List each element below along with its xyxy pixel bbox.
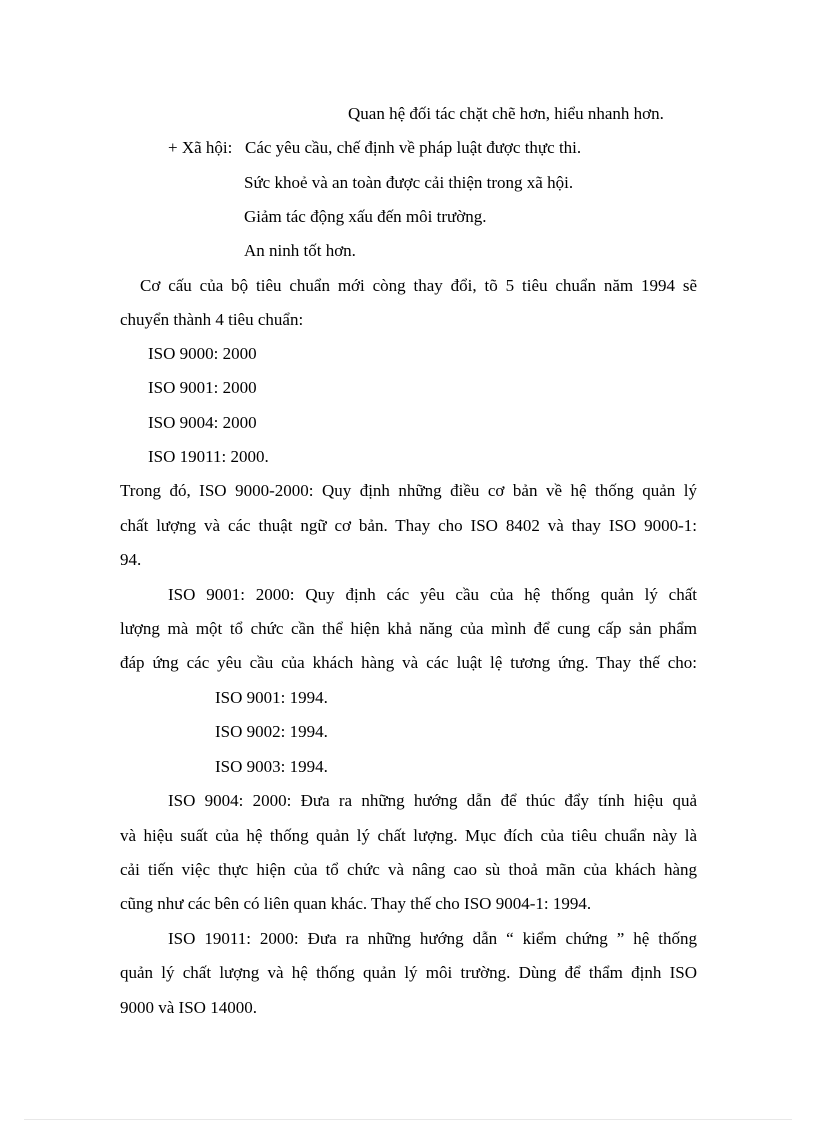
text-line: Sức khoẻ và an toàn được cải thiện trong xã hội.: [244, 173, 574, 192]
paragraph-line: và hiệu suất của hệ thống quản lý chất lượng. Mục đích của tiêu chuẩn này là: [120, 826, 697, 845]
paragraph-line: ISO 19011: 2000: Đưa ra những hướng dẫn “ kiểm chứng ” hệ thống: [168, 929, 697, 948]
paragraph-line: 9000 và ISO 14000.: [120, 998, 257, 1017]
list-item: ISO 9001: 2000: [148, 378, 257, 397]
text-line: Các yêu cầu, chế định về pháp luật được thực thi.: [245, 138, 582, 157]
list-item: ISO 9000: 2000: [148, 344, 257, 363]
paragraph-line: 94.: [120, 550, 142, 569]
list-item: ISO 9001: 1994.: [215, 688, 328, 707]
text-line: Giảm tác động xấu đến môi trường.: [244, 207, 487, 226]
paragraph-line: chất lượng và các thuật ngữ cơ bản. Thay cho ISO 8402 và thay ISO 9000-1:: [120, 516, 697, 535]
paragraph-line: cũng như các bên có liên quan khác. Thay thế cho ISO 9004-1: 1994.: [120, 894, 592, 913]
paragraph-line: ISO 9004: 2000: Đưa ra những hướng dẫn để thúc đẩy tính hiệu quả: [168, 791, 697, 810]
list-item: ISO 19011: 2000.: [148, 447, 269, 466]
paragraph-line: ISO 9001: 2000: Quy định các yêu cầu của hệ thống quản lý chất: [168, 585, 697, 604]
text-line: An ninh tốt hơn.: [244, 241, 356, 260]
paragraph-line: cải tiến việc thực hiện của tổ chức và nâng cao sù thoả mãn của khách hàng: [120, 860, 697, 879]
list-item: ISO 9003: 1994.: [215, 757, 328, 776]
list-item: ISO 9002: 1994.: [215, 722, 328, 741]
paragraph-line: quản lý chất lượng và hệ thống quản lý môi trường. Dùng để thẩm định ISO: [120, 963, 697, 982]
text-line: Quan hệ đối tác chặt chẽ hơn, hiểu nhanh hơn.: [348, 104, 664, 123]
paragraph-line: Trong đó, ISO 9000-2000: Quy định những điều cơ bản về hệ thống quản lý: [120, 481, 697, 500]
list-label: + Xã hội:: [168, 138, 233, 157]
paragraph-line: đáp ứng các yêu cầu của khách hàng và các luật lệ tương ứng. Thay thế cho:: [120, 653, 697, 672]
paragraph-line: Cơ cấu của bộ tiêu chuẩn mới còng thay đổi, tõ 5 tiêu chuẩn năm 1994 sẽ: [140, 276, 697, 295]
paragraph-line: chuyển thành 4 tiêu chuẩn:: [120, 310, 304, 329]
page-edge-divider: [24, 1119, 792, 1120]
list-item: ISO 9004: 2000: [148, 413, 257, 432]
paragraph-line: lượng mà một tổ chức cần thể hiện khả năng của mình để cung cấp sản phẩm: [120, 619, 697, 638]
